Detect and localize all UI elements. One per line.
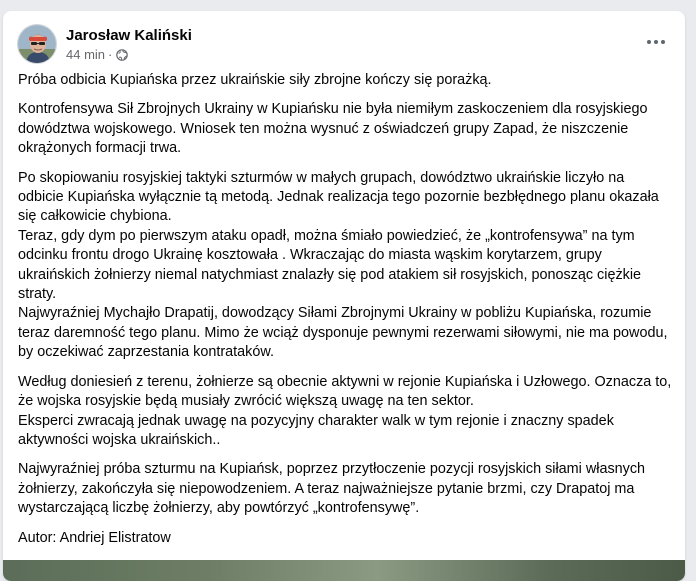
author-avatar[interactable] — [17, 24, 57, 64]
post-line: Eksperci zwracają jednak uwagę na pozycyjny charakter walk w tym rejonie i znaczny spadek aktywności wojska ukraińskich.. — [18, 412, 614, 448]
post-line: Po skopiowaniu rosyjskiej taktyki szturmów w małych grupach, dowództwo ukraińskie liczyło na odbicie Kupiańska wyłącznie tą metodą. Jednak realizacja tego pozornie bezbłędnego planu okazała się całkowicie chybiona. — [18, 169, 659, 225]
post-paragraph: Próba odbicia Kupiańska przez ukraińskie siły zbrojne kończy się porażką. — [18, 72, 492, 88]
post-paragraph: Kontrofensywa Sił Zbrojnych Ukrainy w Kupiańsku nie była niemiłym zaskoczeniem dla rosyjskiego dowództwa wojskowego. Wniosek ten można wysnuć z oświadczeń grupy Zapad, że niszczenie okrążonych formacji trwa. — [18, 101, 648, 157]
author-name[interactable]: Jarosław Kaliński — [66, 26, 192, 44]
post-paragraph: Najwyraźniej próba szturmu na Kupiańsk, poprzez przytłoczenie pozycji rosyjskich siłami własnych żołnierzy, zakończyła się niepowodzeniem. A teraz najważniejsze pytanie brzmi, czy Drapatoj ma wystarczającą liczbę żołnierzy, aby powtórzyć „kontrofensywę”. — [18, 461, 646, 517]
post-line: Najwyraźniej Mychajło Drapatij, dowodzący Siłami Zbrojnymi Ukrainy w pobliżu Kupiańska, rozumie teraz daremność tego planu. Mimo że wciąż dysponuje pewnymi rezerwami siłowymi, nie ma powodu, by oczekiwać zaprzestania kontrataków. — [18, 305, 668, 361]
post-author-credit: Autor: Andriej Elistratow — [18, 529, 171, 546]
post-body — [18, 71, 673, 558]
profile-photo-icon — [18, 25, 57, 64]
post-meta — [66, 26, 192, 63]
globe-icon[interactable] — [116, 48, 128, 60]
post-header — [17, 24, 192, 64]
post-card — [3, 11, 685, 581]
post-line: Według doniesień z terenu, żołnierze są obecnie aktywni w rejonie Kupiańska i Uzłowego. Oznacza to, że wojska rosyjskie będą musiały zwrócić większą uwagę na ten sektor. — [18, 373, 672, 410]
more-options-icon[interactable] — [641, 30, 671, 54]
post-subline — [66, 46, 192, 63]
post-image[interactable] — [3, 560, 685, 581]
post-paragraph — [18, 373, 673, 451]
post-line: Teraz, gdy dym po pierwszym ataku opadł, można śmiało powiedzieć, że „kontrofensywa” na tym odcinku frontu drogo Ukrainę kosztowała . Wkraczając do miasta wąskim korytarzem, grupy ukraińskich żołnierzy niemal natychmiast znalazły się pod atakiem sił rosyjskich, ponosząc ciężkie straty. — [18, 227, 642, 303]
post-timestamp[interactable]: 44 min — [66, 46, 106, 62]
separator-dot: · — [108, 46, 113, 62]
post-paragraph — [18, 169, 673, 363]
